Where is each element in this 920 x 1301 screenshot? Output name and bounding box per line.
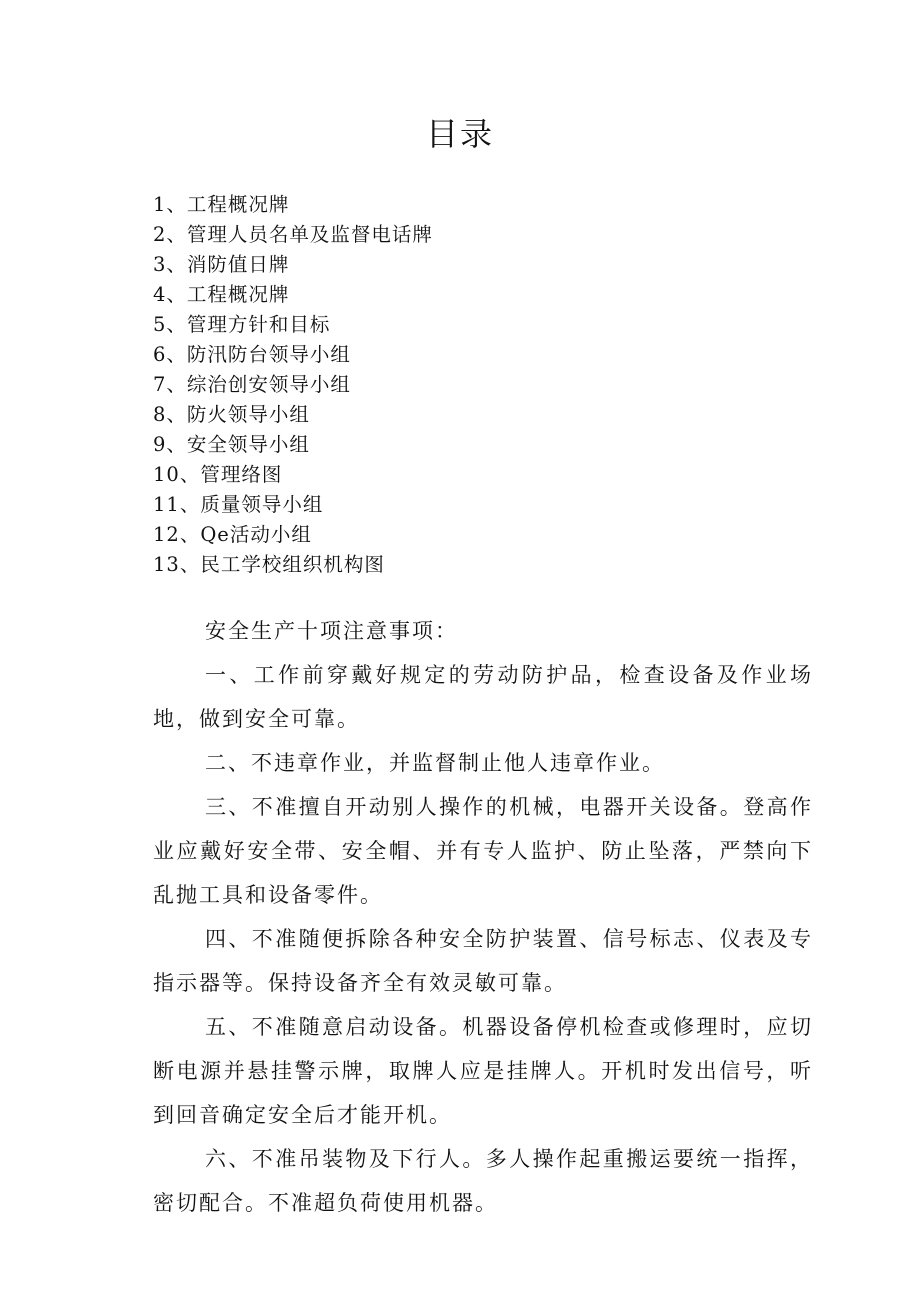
toc-item: 4、工程概况牌 <box>153 283 290 306</box>
note-paragraph: 三、不准擅自开动别人操作的机械，电器开关设备。登高作业应戴好安全带、安全帽、并有专人监护、防止坠落，严禁向下乱抛工具和设备零件。 <box>153 795 813 907</box>
toc-item: 13、民工学校组织机构图 <box>153 553 385 576</box>
toc-item: 1、工程概况牌 <box>153 193 290 216</box>
note-paragraph: 四、不准随便拆除各种安全防护装置、信号标志、仪表及专指示器等。保持设备齐全有效灵敏可靠。 <box>153 927 813 995</box>
note-paragraph: 六、不准吊装物及下行人。多人操作起重搬运要统一指挥，密切配合。不准超负荷使用机器。 <box>153 1147 813 1215</box>
toc-item: 12、Qe活动小组 <box>153 523 312 546</box>
toc-item: 6、防汛防台领导小组 <box>153 343 351 366</box>
note-paragraph: 二、不违章作业，并监督制止他人违章作业。 <box>205 751 665 775</box>
toc-item: 7、综治创安领导小组 <box>153 373 351 396</box>
toc-item: 3、消防值日牌 <box>153 253 290 276</box>
note-paragraph: 一、工作前穿戴好规定的劳动防护品，检查设备及作业场地，做到安全可靠。 <box>153 663 813 731</box>
table-of-contents <box>153 190 433 580</box>
toc-item: 2、管理人员名单及监督电话牌 <box>153 223 433 246</box>
toc-item: 10、管理络图 <box>153 463 283 486</box>
note-paragraph: 五、不准随意启动设备。机器设备停机检查或修理时，应切断电源并悬挂警示牌，取牌人应是挂牌人。开机时发出信号，听到回音确定安全后才能开机。 <box>153 1015 813 1127</box>
toc-item: 8、防火领导小组 <box>153 403 310 426</box>
toc-item: 11、质量领导小组 <box>153 493 324 516</box>
toc-item: 5、管理方针和目标 <box>153 313 331 336</box>
safety-notes <box>153 609 813 1225</box>
page-title: 目录 <box>425 115 494 153</box>
toc-item: 9、安全领导小组 <box>153 433 310 456</box>
notes-heading: 安全生产十项注意事项： <box>205 619 458 643</box>
